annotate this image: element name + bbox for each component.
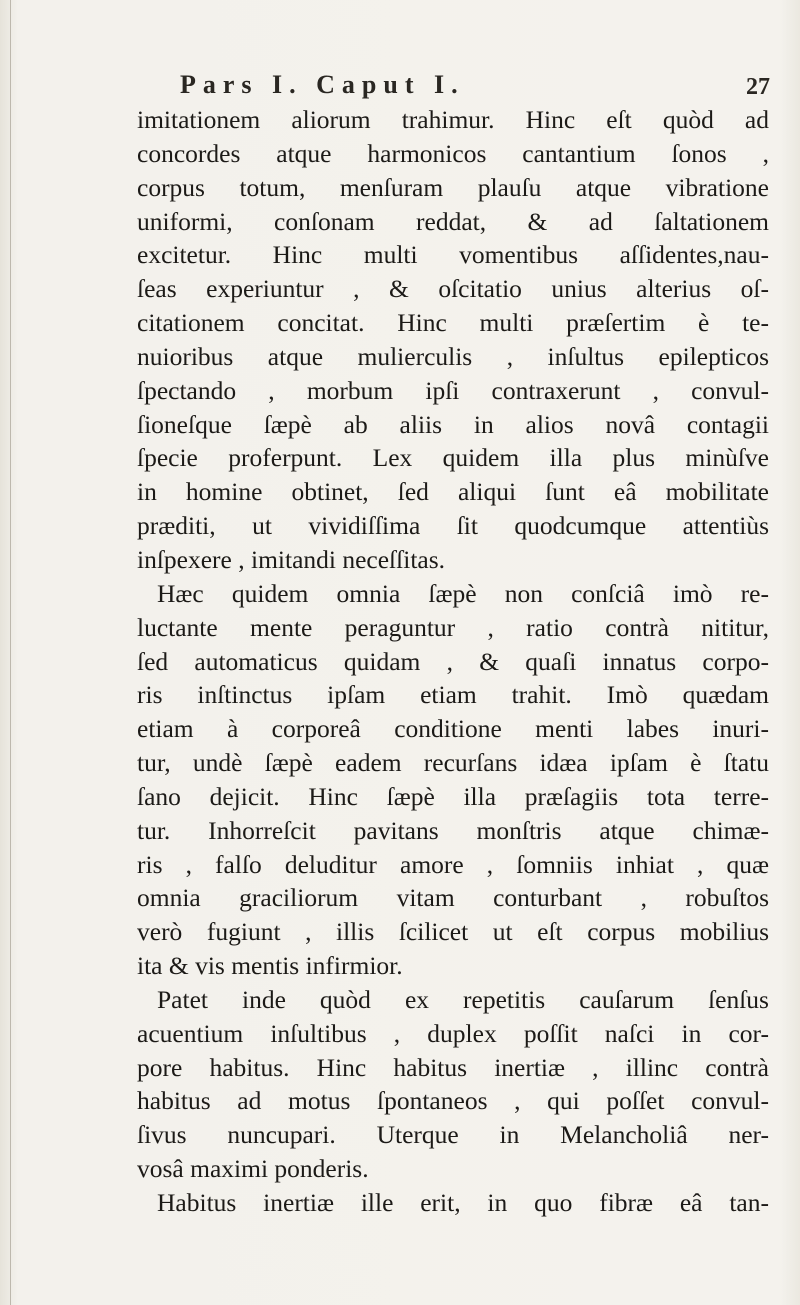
text-line: vosâ maximi ponderis.	[137, 1154, 369, 1184]
text-line: acuentium inſultibus , duplex poſſit naſci in cor-	[137, 1018, 769, 1048]
text-line: ſivus nuncupari. Uterque in Melancholiâ ner-	[137, 1120, 769, 1150]
text-line: tur. Inhorreſcit pavitans monſtris atque chimæ-	[137, 815, 769, 845]
text-line: ſpecie proferpunt. Lex quidem illa plus minùſve	[137, 443, 769, 473]
text-line: verò fugiunt , illis ſcilicet ut eſt corpus mobilius	[137, 917, 769, 947]
text-line: Hæc quidem omnia ſæpè non conſciâ imò re-	[157, 578, 769, 608]
text-line: etiam à corporeâ conditione menti labes inuri-	[137, 714, 769, 744]
text-line: tur, undè ſæpè eadem recurſans idæa ipſam è ſtatu	[137, 748, 769, 778]
text-line: nuioribus atque mulierculis , inſultus epilepticos	[137, 341, 769, 371]
text-line: omnia graciliorum vitam conturbant , robuſtos	[137, 883, 769, 913]
page-edge	[10, 0, 11, 1305]
text-line: uniformi, conſonam reddat, & ad ſaltationem	[137, 206, 769, 236]
text-line: habitus ad motus ſpontaneos , qui poſſet convul-	[137, 1086, 769, 1116]
text-line: corpus totum, menſuram plauſu atque vibratione	[137, 172, 769, 202]
text-line: ita & vis mentis infirmior.	[137, 951, 403, 981]
text-line: concordes atque harmonicos cantantium ſonos ,	[137, 138, 769, 168]
text-line: Habitus inertiæ ille erit, in quo fibræ eâ tan-	[157, 1188, 769, 1217]
page-number: 27	[746, 74, 770, 100]
text-line: in homine obtinet, ſed aliqui ſunt eâ mobilitate	[137, 477, 769, 507]
text-line: ſioneſque ſæpè ab aliis in alios novâ contagii	[137, 409, 769, 439]
text-line: luctante mente peraguntur , ratio contrà nititur,	[137, 612, 769, 642]
text-line: præditi, ut vividiſſima ſit quodcumque attentiùs	[137, 511, 769, 541]
text-line: inſpexere , imitandi neceſſitas.	[137, 544, 446, 574]
text-line: ſpectando , morbum ipſi contraxerunt , convul-	[137, 375, 769, 405]
text-line: excitetur. Hinc multi vomentibus aſſidentes,nau-	[137, 240, 769, 270]
text-line: Patet inde quòd ex repetitis cauſarum ſenſus	[157, 984, 769, 1014]
text-line: ris , falſo deluditur amore , ſomniis inhiat , quæ	[137, 849, 769, 879]
body-text	[137, 103, 769, 1220]
text-line: ris inſtinctus ipſam etiam trahit. Imò quædam	[137, 680, 769, 710]
text-line: ſeas experiuntur , & oſcitatio unius alterius oſ-	[137, 274, 769, 304]
running-head: Pars I. Caput I.	[180, 70, 465, 99]
text-line: pore habitus. Hinc habitus inertiæ , illinc contrà	[137, 1052, 769, 1082]
text-line: imitationem aliorum trahimur. Hinc eſt quòd ad	[137, 105, 769, 134]
text-line: ſano dejicit. Hinc ſæpè illa præſagiis tota terre-	[137, 781, 769, 811]
text-line: citationem concitat. Hinc multi præſertim è te-	[137, 308, 769, 338]
text-line: ſed automaticus quidam , & quaſi innatus corpo-	[137, 646, 769, 676]
